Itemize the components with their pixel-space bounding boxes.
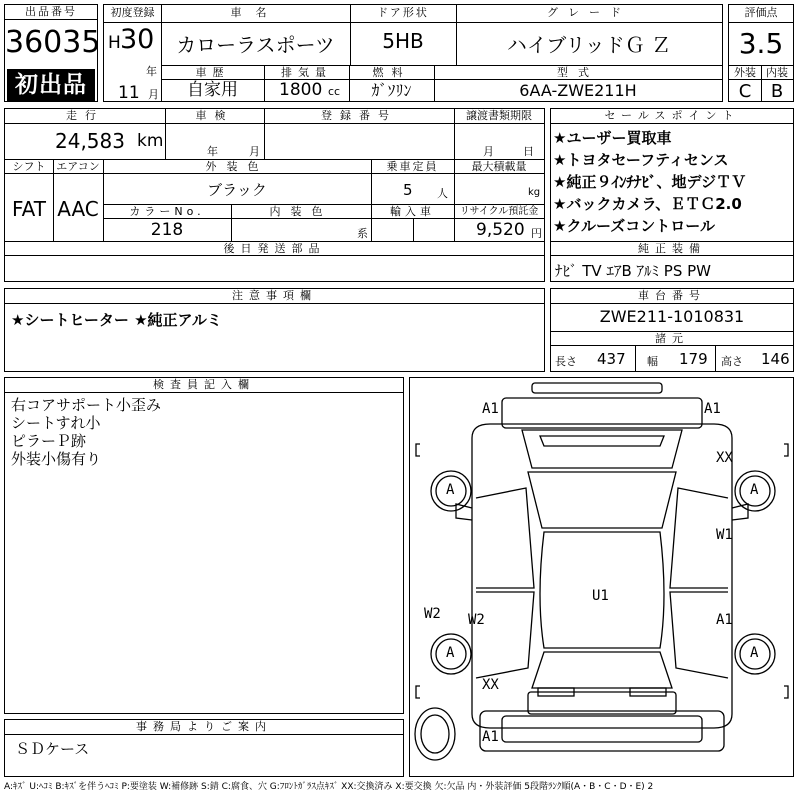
documents-month-unit: 月 (483, 145, 494, 158)
interior-grade: B (770, 81, 784, 102)
shift: FAT (11, 197, 46, 221)
history: 自家用 (187, 80, 238, 100)
exterior-color: ブラック (207, 181, 267, 199)
score-label: 評価点 (744, 6, 778, 19)
import-label: 輸入車 (390, 205, 435, 218)
seats-label: 乗車定員 (386, 160, 439, 173)
mark-a1-right-rear: A1 (716, 612, 733, 628)
specs-box (4, 108, 545, 282)
dimensions-label: 諸元 (655, 332, 689, 345)
inspector-label: 検査員記入欄 (153, 378, 255, 391)
genuine-equipment-label: 純正装備 (638, 242, 706, 255)
fuel-label: 燃料 (372, 66, 411, 79)
max-load-label: 最大積載量 (471, 160, 527, 173)
bracket-mark (416, 444, 420, 456)
sales-point-item: ★ユーザー買取車 (553, 129, 672, 147)
month-unit: 月 (148, 88, 159, 101)
sales-point-item: ★トヨタセーフティセンス (553, 151, 729, 169)
rear-window-outline (532, 652, 672, 688)
exterior-color-label: 外装色 (205, 160, 269, 173)
color-number: 218 (150, 220, 184, 240)
mark-xx-right-front: XX (716, 450, 733, 466)
mark-u1-roof: U1 (592, 588, 609, 604)
displacement-label: 排気量 (281, 66, 332, 79)
header-box (103, 4, 723, 102)
length-label: 長さ (555, 355, 577, 368)
legend: A:ｷｽﾞ U:ﾍｺﾐ B:ｷｽﾞを伴うﾍｺﾐ P:要塗装 W:補修跡 S:錆 C:腐食、穴 G:ﾌﾛﾝﾄｶﾞﾗｽ点ｷｽﾞ XX:交換済み X:要交換 欠:欠品 内・外装評価 5段階ﾗﾝｸ順(A・B・C・D・E) 2 (4, 782, 654, 792)
body-outline (472, 424, 732, 728)
aircon: AAC (57, 197, 99, 221)
first-listing-badge: 初出品 (7, 69, 95, 101)
grade-label: グレード (547, 6, 631, 19)
inspection-month-unit: 月 (249, 145, 260, 158)
seats: 5 (403, 181, 413, 199)
bracket-mark (784, 686, 788, 698)
notes-label: 注意事項欄 (232, 289, 317, 302)
left-front-door-outline (476, 488, 534, 588)
mark-a-tire-rl: A (446, 645, 455, 661)
genuine-equipment: ﾅﾋﾞ TV ｴｱB ｱﾙﾐ PS PW (555, 262, 711, 280)
aircon-label: エアコン (56, 160, 100, 173)
inspector-note: 右コアサポート小歪み (11, 396, 162, 414)
seats-unit: 人 (437, 187, 448, 200)
first-reg-year: 30 (120, 24, 155, 55)
lot-number-box (4, 4, 101, 102)
sales-point-item: ★クルーズコントロール (553, 217, 715, 235)
inspector-notes (11, 396, 391, 468)
recycle-fee: 9,520 (476, 220, 525, 240)
color-number-label: カラーNo. (129, 205, 205, 218)
office-box (4, 719, 404, 777)
car-diagram-box (409, 377, 794, 777)
notes-box (4, 288, 545, 372)
office-text: ＳＤケース (15, 740, 90, 758)
lot-number: 36035 (5, 25, 101, 60)
inspector-note: ピラーＰ跡 (11, 432, 87, 450)
shift-label: シフト (12, 160, 46, 173)
door-label: ドア形状 (377, 6, 429, 19)
mark-w2-left-edge: W2 (424, 606, 441, 622)
door-type: 5HB (382, 29, 424, 53)
displacement-unit: cc (328, 85, 341, 98)
displacement: 1800 (279, 80, 323, 100)
overall-score: 3.5 (738, 27, 784, 60)
length: 437 (597, 350, 626, 368)
mileage-unit: km (137, 131, 164, 151)
model-code-label: 型式 (557, 66, 599, 79)
height-label: 高さ (721, 355, 743, 368)
rear-bumper-outline (502, 716, 702, 742)
documents-day-unit: 日 (523, 145, 534, 158)
history-label: 車歴 (195, 66, 230, 79)
mark-xx-left-rear: XX (482, 677, 499, 693)
office-label: 事務局よりご案内 (136, 720, 272, 733)
documents-deadline-label: 譲渡書類期限 (466, 109, 532, 122)
max-load-unit: kg (528, 187, 541, 198)
interior-label: 内装 (766, 66, 788, 79)
lot-number-label: 出品番号 (5, 5, 97, 20)
first-reg-label: 初度登録 (110, 6, 155, 19)
interior-color-label: 内装色 (269, 205, 333, 218)
bracket-mark (784, 444, 788, 456)
right-mirror-outline (732, 504, 748, 520)
interior-color-unit: 系 (357, 227, 368, 240)
mark-a-tire-rr: A (750, 645, 759, 661)
bracket-mark (416, 686, 420, 698)
inspector-note: シートすれ小 (11, 414, 101, 432)
underbody-outline (480, 711, 724, 751)
windshield-outline (528, 472, 676, 528)
fuel: ｶﾞｿﾘﾝ (371, 81, 412, 100)
recycle-unit: 円 (531, 227, 542, 240)
right-rear-door-outline (670, 592, 728, 678)
mark-a-tire-fl: A (446, 482, 455, 498)
recycle-label: リサイクル預託金 (459, 206, 539, 217)
width-label: 幅 (647, 355, 658, 368)
mark-a1-front-right: A1 (704, 401, 721, 417)
mark-w1-right: W1 (716, 527, 733, 543)
registration-label: 登録番号 (321, 109, 397, 122)
model-code: 6AA-ZWE211H (519, 81, 637, 100)
inspector-note: 外装小傷有り (11, 450, 102, 468)
sales-points-label: セールスポイント (604, 109, 740, 122)
mark-w2-left-door: W2 (468, 612, 485, 628)
exterior-grade: C (738, 81, 752, 102)
width: 179 (679, 350, 708, 368)
front-bumper-outline (532, 383, 662, 393)
chassis-box (550, 288, 794, 372)
era: H (108, 33, 121, 53)
sales-points-list (553, 127, 793, 237)
inspector-box (4, 377, 404, 714)
inspection-year-unit: 年 (207, 145, 218, 158)
mileage-label: 走行 (66, 109, 104, 122)
sales-points-box (550, 108, 794, 282)
spare-tire-inner (421, 715, 449, 753)
later-parts-label: 後日発送部品 (223, 242, 326, 255)
chassis-number: ZWE211-1010831 (599, 307, 745, 326)
year-unit: 年 (146, 65, 157, 78)
first-reg-month: 11 (118, 83, 140, 103)
score-box (728, 4, 794, 102)
inspection-label: 車検 (195, 109, 234, 122)
grade: ハイブリッドＧ Ｚ (506, 33, 672, 57)
sales-point-item: ★純正９ｲﾝﾁﾅﾋﾞ、地デジＴＶ (553, 173, 747, 191)
car-name-label: 車名 (230, 6, 281, 19)
car-diagram (410, 378, 793, 776)
sales-point-item: ★バックカメラ、ＥＴＣ2.0 (553, 195, 742, 213)
exterior-label: 外装 (734, 66, 756, 79)
mark-a1-rear-bottom: A1 (482, 729, 499, 745)
left-rear-door-outline (476, 592, 534, 678)
chassis-number-label: 車台番号 (638, 289, 706, 302)
height: 146 (761, 350, 790, 368)
notes-text: ★シートヒーター ★純正アルミ (11, 311, 222, 329)
mark-a-tire-fr: A (750, 482, 759, 498)
grille-outline (540, 436, 664, 446)
mark-a1-front-left: A1 (482, 401, 499, 417)
car-name: カローラスポーツ (176, 33, 335, 57)
mileage: 24,583 (55, 129, 125, 153)
